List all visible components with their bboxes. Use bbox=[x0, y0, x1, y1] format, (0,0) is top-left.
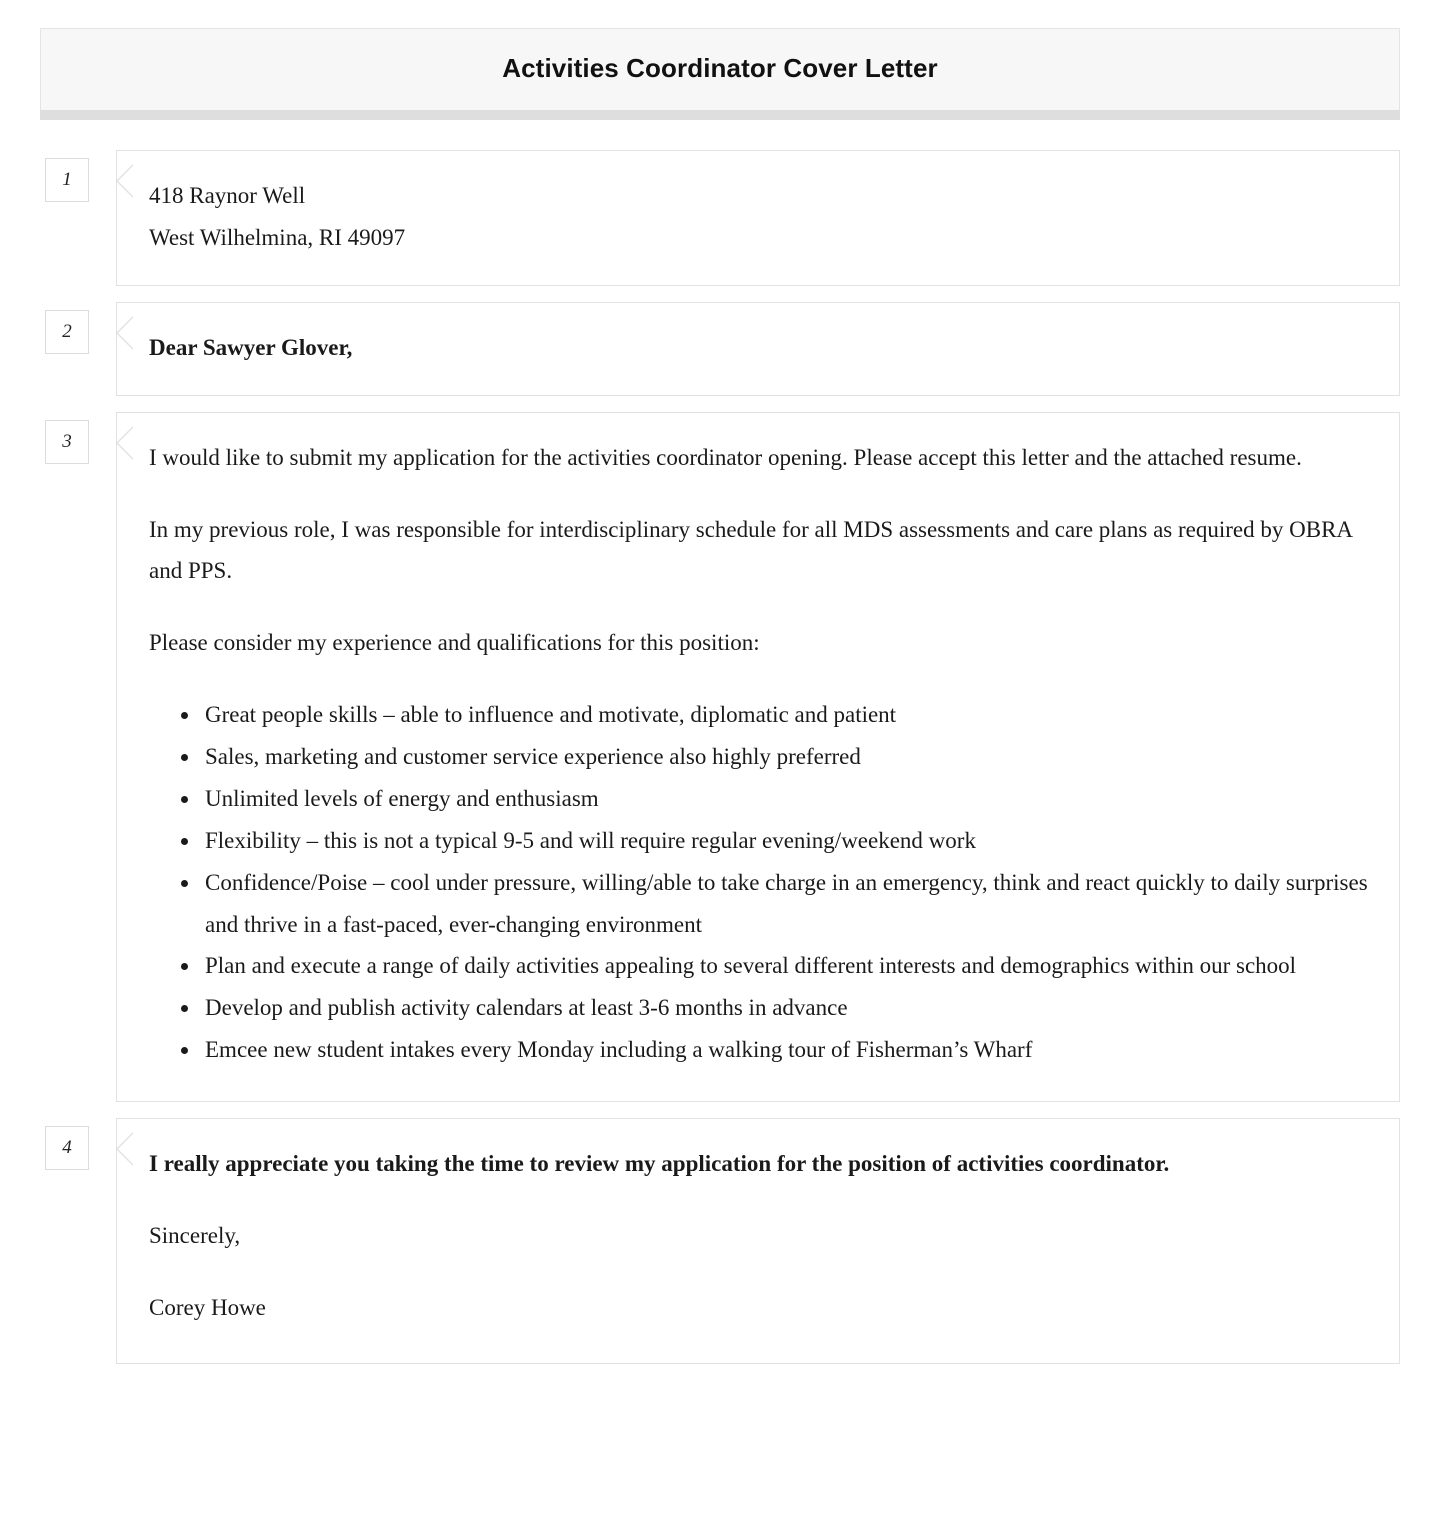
salutation-callout bbox=[116, 302, 1400, 396]
block-salutation bbox=[40, 302, 1400, 396]
qualifications-list bbox=[149, 694, 1369, 1071]
header-panel bbox=[40, 28, 1400, 110]
body-paragraph-experience: In my previous role, I was responsible for interdisciplinary schedule for all MDS assessments and care plans as required by OBRA and PPS. bbox=[149, 516, 1352, 584]
list-item: • Great people skills – able to influence and motivate, diplomatic and patient bbox=[201, 694, 1369, 736]
callout-notch-fill-icon bbox=[118, 1132, 135, 1166]
callout-notch-fill-icon bbox=[118, 164, 135, 198]
sender-address-callout bbox=[116, 150, 1400, 286]
block-number-badge-4: 4 bbox=[45, 1126, 89, 1170]
signature-name: Corey Howe bbox=[149, 1294, 266, 1320]
list-item: • Flexibility – this is not a typical 9-5 and will require regular evening/weekend work bbox=[201, 820, 1369, 862]
closing-callout bbox=[116, 1118, 1400, 1364]
body-paragraph-lead-in: Please consider my experience and qualifications for this position: bbox=[149, 630, 760, 656]
block-number-badge-1: 1 bbox=[45, 158, 89, 202]
block-closing bbox=[40, 1118, 1400, 1364]
address-line-street: 418 Raynor Well bbox=[149, 183, 306, 209]
block-sender-address bbox=[40, 150, 1400, 286]
address-line-city-state-zip: West Wilhelmina, RI 49097 bbox=[149, 225, 406, 251]
page-title: Activities Coordinator Cover Letter bbox=[502, 53, 938, 83]
salutation-text: Dear Sawyer Glover, bbox=[149, 334, 353, 360]
list-item: • Emcee new student intakes every Monday including a walking tour of Fisherman’s Wharf bbox=[201, 1029, 1369, 1071]
annotated-blocks bbox=[40, 150, 1400, 1363]
block-number-badge-3: 3 bbox=[45, 420, 89, 464]
list-item: • Confidence/Poise – cool under pressure, willing/able to take charge in an emergency, think and react quickly to daily surprises and thrive in a fast-paced, ever-changing environment bbox=[201, 862, 1369, 946]
list-item: • Sales, marketing and customer service experience also highly preferred bbox=[201, 736, 1369, 778]
closing-thanks-text: I really appreciate you taking the time to review my application for the position of activities coordinator. bbox=[149, 1150, 1170, 1176]
document-header bbox=[40, 28, 1400, 120]
cover-letter-page bbox=[0, 28, 1440, 1364]
header-divider bbox=[40, 110, 1400, 120]
letter-body-callout bbox=[116, 412, 1400, 1102]
block-letter-body bbox=[40, 412, 1400, 1102]
block-number-badge-2: 2 bbox=[45, 310, 89, 354]
list-item: • Develop and publish activity calendars at least 3-6 months in advance bbox=[201, 987, 1369, 1029]
callout-notch-fill-icon bbox=[118, 316, 135, 350]
list-item: • Unlimited levels of energy and enthusiasm bbox=[201, 778, 1369, 820]
callout-notch-fill-icon bbox=[118, 426, 135, 460]
valediction-text: Sincerely, bbox=[149, 1222, 241, 1248]
body-paragraph-intro: I would like to submit my application for the activities coordinator opening. Please accept this letter and the attached resume. bbox=[149, 444, 1302, 470]
list-item: • Plan and execute a range of daily activities appealing to several different interests and demographics within our school bbox=[201, 945, 1369, 987]
